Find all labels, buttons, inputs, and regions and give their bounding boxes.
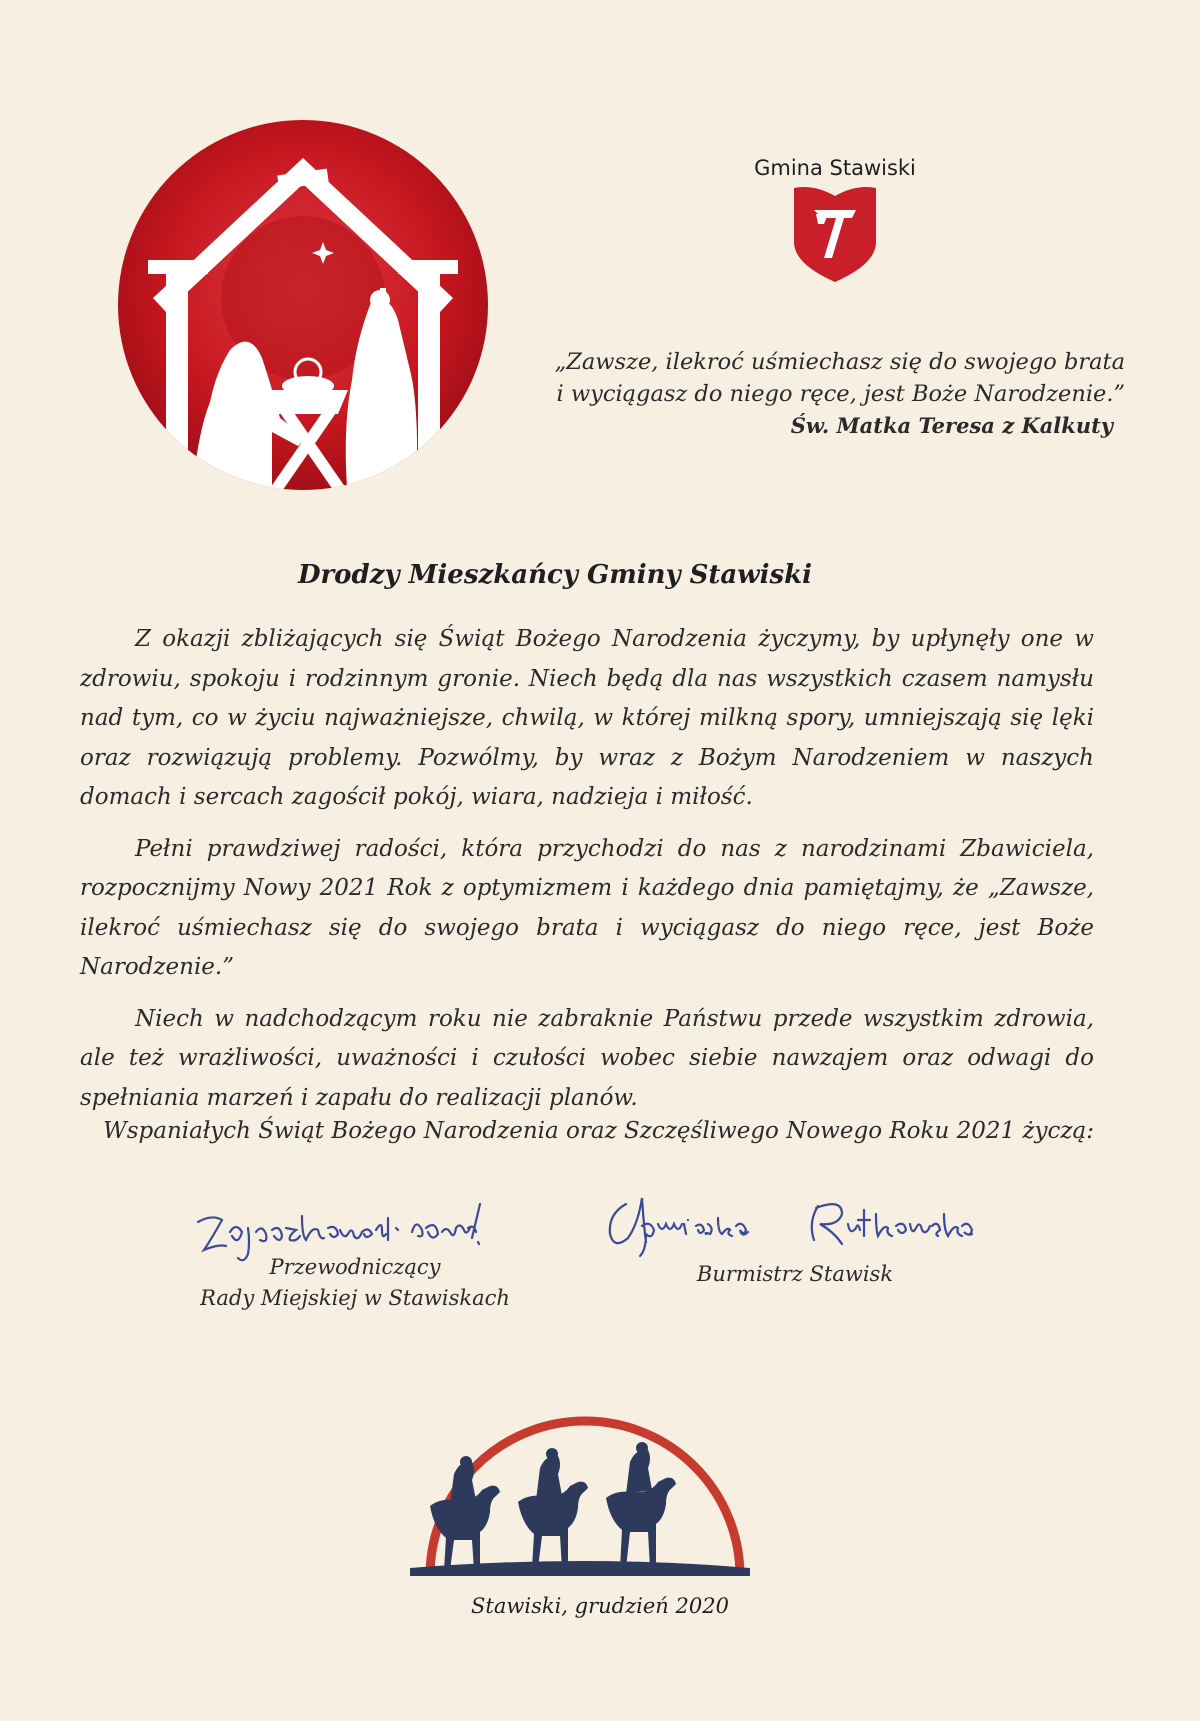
municipality-name: Gmina Stawiski — [754, 156, 916, 180]
quote-line-2: i wyciągasz do niego ręce, jest Boże Narodzenie.” — [556, 381, 1125, 407]
quote-block — [520, 346, 1125, 442]
coat-of-arms-icon — [792, 184, 878, 284]
letter-closing: Wspaniałych Świąt Bożego Narodzenia oraz Szczęśliwego Nowego Roku 2021 życzą: — [103, 1118, 1094, 1144]
letter-paragraph: Z okazji zbliżających się Świąt Bożego Narodzenia życzymy, by upłynęły one w zdrowiu, spokoju i rodzinnym gronie. Niech będą dla nas wszystkich czasem namysłu nad tym, co w życiu najważniejsze, chwilą, w której milkną spory, umniejszają się lęki oraz rozwiązują problemy. Pozwólmy, by wraz z Bożym Narodzeniem w naszych domach i sercach zagościł pokój, wiara, nadzieja i miłość. — [80, 626, 1094, 810]
letter-paragraph: Niech w nadchodzącym roku nie zabraknie Państwu przede wszystkim zdrowia, ale też wrażliwości, uważności i czułości wobec siebie nawzajem oraz odwagi do spełniania marzeń i zapału do realizacji planów. — [80, 1005, 1094, 1111]
signatory-left-role-line2: Rady Miejskiej w Stawiskach — [200, 1286, 510, 1310]
letter-body — [80, 620, 1094, 1130]
signatory-right-role: Burmistrz Stawisk — [696, 1262, 894, 1286]
quote-line-1: „Zawsze, ilekroć uśmiechasz się do swojego brata — [554, 349, 1125, 375]
nativity-emblem-icon — [118, 120, 488, 490]
signatory-left-role-line1: Przewodniczący — [269, 1255, 441, 1279]
place-and-date: Stawiski, grudzień 2020 — [471, 1594, 729, 1618]
signatory-left-role — [175, 1252, 535, 1314]
quote-author: Św. Matka Teresa z Kalkuty — [790, 413, 1113, 438]
signature-right-icon — [596, 1184, 986, 1264]
letter-paragraph: Pełni prawdziwej radości, która przychodzi do nas z narodzinami Zbawiciela, rozpocznijmy Nowy 2021 Rok z optymizmem i każdego dnia pamiętajmy, że „Zawsze, ilekroć uśmiechasz się do swojego brata i wyciągasz do niego ręce, jest Boże Narodzenie.” — [80, 835, 1094, 980]
three-kings-emblem-icon — [410, 1356, 760, 1586]
letter-heading: Drodzy Mieszkańcy Gminy Stawiski — [297, 560, 813, 590]
